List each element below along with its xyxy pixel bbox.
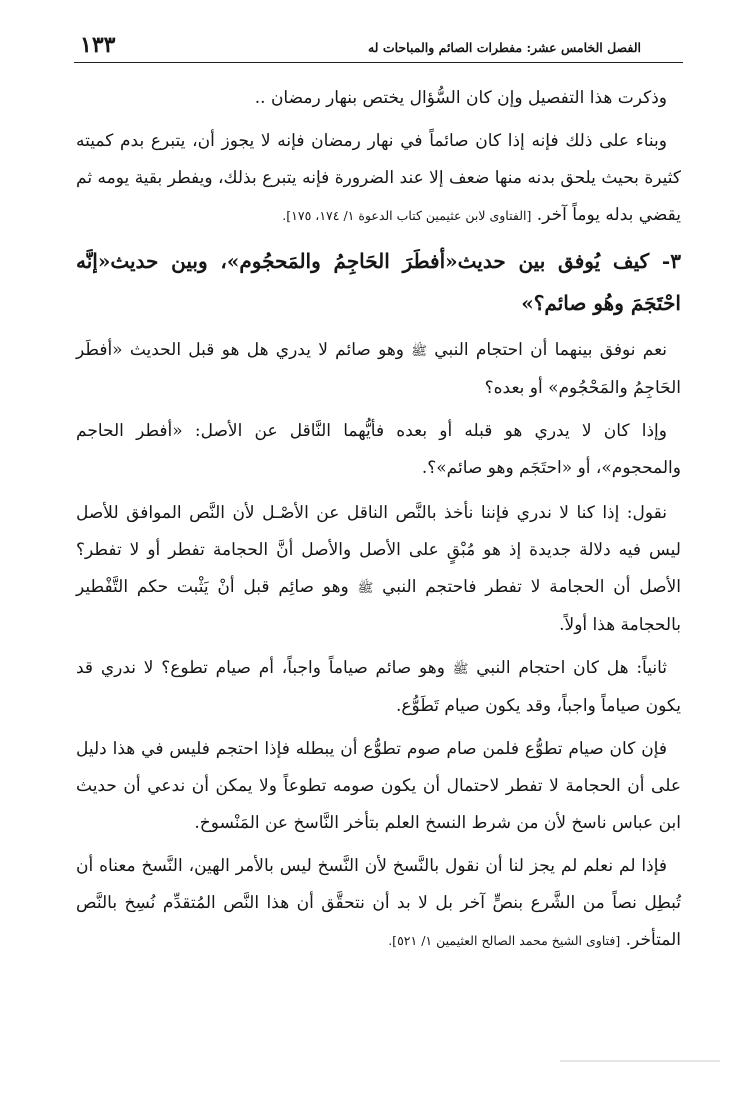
paragraph-2 [76, 123, 681, 234]
paragraph-6 [76, 650, 681, 725]
paragraph-6-text-b: وهو صائم صياماً واجباً، أم صيام تطوع؟ لا ندري قد يكون صياماً واجباً، وقد يكون صيام تَطَوُّع. [76, 658, 681, 716]
paragraph-5-text-a: نقول: إذا كنا لا ندري فإننا نأخذ بالنَّص الناقل عن الأصْـل لأن النَّص الموافق للأصل ليس فيه دلالة جديدة إذ هو مُبْقٍ على الأصل والأصل أنَّ الحجامة تفطر أو لا تفطر؟ الأصل أن الحجامة لا تفطر فاحتجم النبي [76, 503, 682, 597]
paragraph-8-text: فإذا لم نعلم لم يجز لنا أن نقول بالنَّسخ لأن النَّسخ ليس بالأمر الهين، النَّسخ معناه أن تُبطِل نصاً من الشَّرع بنصٍّ آخر بل لا بد أن نتحقَّق أن هذا النَّص المُتقدِّم نُسِخ بالنَّص المتأخر. [76, 856, 681, 950]
paragraph-8 [76, 848, 681, 959]
question-text: ٣- كيف يُوفق بين حديث«أفطَرَ الحَاجِمُ والمَحجُوم»، وبين حديث«إنَّه احْتَجَمَ وهُو صائم؟» [76, 249, 681, 315]
citation-fatawa-uthaymin: [فتاوى الشيخ محمد الصالح العثيمين ١/ ٥٢١]. [388, 933, 621, 948]
page-number: ١٣٣ [80, 32, 116, 58]
paragraph-4-text: وإذا كان لا يدري هو قبله أو بعده فأيُّهما النَّاقل عن الأصل: «أفطر الحاجم والمحجوم»، أو «احتَجَم وهو صائم»؟. [76, 421, 681, 478]
citation-fatawa-dawah: [الفتاوى لابن عثيمين كتاب الدعوة ١/ ١٧٤، ١٧٥]. [282, 208, 532, 223]
salutation-glyph: ﷺ [452, 662, 469, 677]
paragraph-6-text-a: ثانياً: هل كان احتجام النبي [476, 658, 667, 678]
paragraph-1 [76, 80, 681, 117]
paragraph-5-text-b: وهو صائِم قبل أنْ يَثْبت حكم التَّفْطير بالحجامة هذا أولاً. [76, 577, 681, 635]
paragraph-3-text-a: نعم نوفق بينهما أن احتجام النبي [434, 340, 668, 360]
paragraph-4 [76, 413, 681, 487]
paragraph-5 [76, 495, 681, 644]
paragraph-3 [76, 332, 681, 407]
paragraph-7-text: فإن كان صيام تطوُّع فلمن صام صوم تطوُّع أن يبطله فإذا احتجم فليس في هذا دليل على أن الحجامة لا تفطر لاحتمال أن يكون صومه تطوعاً ولا يمكن أن ندعي أن حديث ابن عباس ناسخ لأن من شرط النسخ العلم بتأخر النَّاسخ عن المَنْسوخ. [76, 739, 681, 833]
paragraph-2-text: وبناء على ذلك فإنه إذا كان صائماً في نهار رمضان فإنه لا يجوز أن، يتبرع بدم كميته كثيرة بحيث يلحق بدنه منها ضعف إلا عند الضرورة فإنه يتبرع بذلك، ويفطر بقية يومه ثم يقضي بدله يوماً آخر. [76, 131, 681, 225]
paragraph-1-text: وذكرت هذا التفصيل وإن كان السُّؤال يختص بنهار رمضان .. [254, 88, 667, 108]
scan-smudge [560, 1060, 720, 1062]
running-title: الفصل الخامس عشر: مفطرات الصائم والمباحات له [367, 40, 641, 55]
header-divider [74, 62, 683, 63]
salutation-glyph: ﷺ [411, 344, 428, 359]
salutation-glyph: ﷺ [357, 581, 374, 596]
question-heading [76, 240, 681, 324]
page-header [80, 28, 681, 62]
bottom-margin [0, 1040, 733, 1100]
page-body [76, 80, 681, 965]
paragraph-7 [76, 731, 681, 842]
paragraph-3-text-b: وهو صائم لا يدري هل هو قبل الحديث «أفطَر الحَاجِمُ والمَحْجُوم» أو بعده؟ [76, 340, 681, 398]
